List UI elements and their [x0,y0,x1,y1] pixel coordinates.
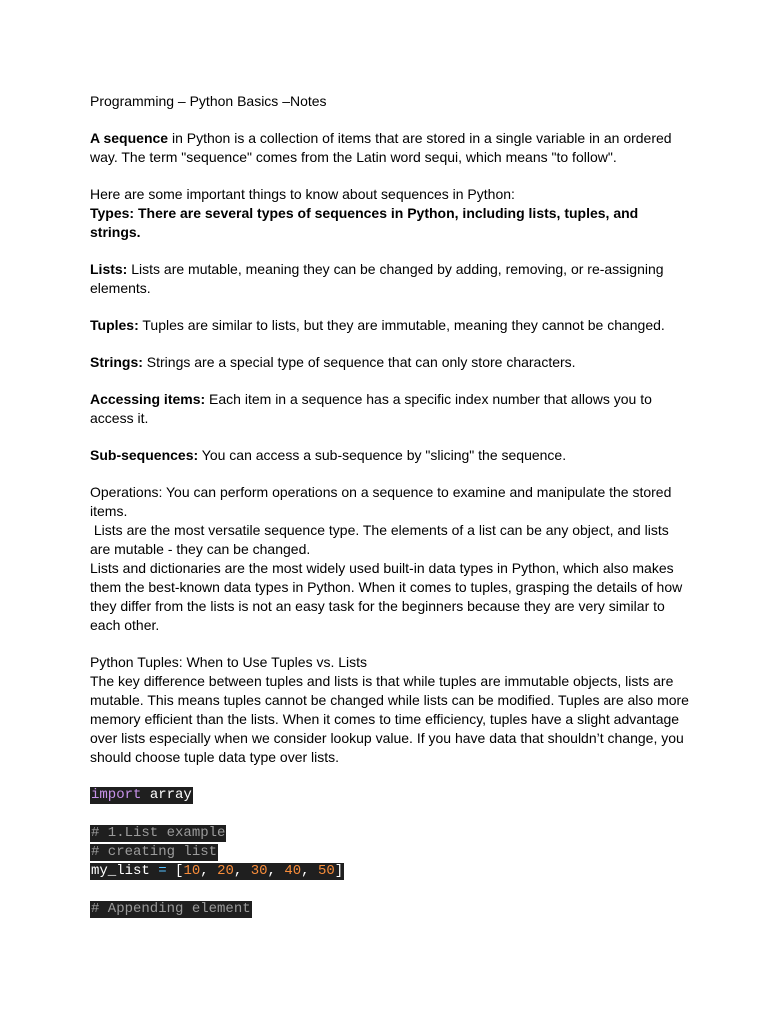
code-keyword: import [91,787,142,803]
accessing-paragraph [90,390,690,428]
document-body [90,92,690,918]
lists-term: Lists: [90,261,128,277]
code-block [90,785,690,918]
code-bracket-close: ] [334,863,344,879]
tuples-vs-lists-heading: Python Tuples: When to Use Tuples vs. Lists [90,654,368,670]
document-title: Programming – Python Basics –Notes [90,93,327,109]
code-separator: , [200,863,218,879]
intro-text: in Python is a collection of items that are stored in a single variable in an ordered way. The term "sequence" comes from the Latin word sequi, which means "to follow". [90,130,672,165]
operations-paragraph: Operations: You can perform operations on a sequence to examine and manipulate the stored items. [90,484,672,519]
types-text: Types: There are several types of sequences in Python, including lists, tuples, and strings. [90,205,639,240]
code-variable: my_list [91,863,159,879]
code-import-module: array [141,787,192,803]
key-difference-paragraph: The key difference between tuples and lists is that while tuples are immutable objects, lists are mutable. This means tuples cannot be changed while lists can be modified. Tuples are also more memory efficient than the lists. When it comes to time efficiency, tuples have a slight advantage over lists especially when we consider lookup value. If you have data that shouldn’t change, you should choose tuple data type over lists. [90,673,689,765]
subsequences-term: Sub-sequences: [90,447,199,463]
code-separator: , [233,863,251,879]
accessing-text: Each item in a sequence has a specific index number that allows you to access it. [90,391,652,426]
tuples-text: Tuples are similar to lists, but they are immutable, meaning they cannot be changed. [138,317,665,333]
code-number: 10 [183,863,201,879]
types-paragraph [90,204,690,242]
code-import-line [90,787,193,804]
tuples-term: Tuples: [90,317,139,333]
subsequences-text: You can access a sub-sequence by "slicing" the sequence. [198,447,567,463]
code-equals: = [158,863,167,879]
code-number: 50 [317,863,335,879]
code-comment-creating-list: # creating list [91,844,218,860]
strings-text: Strings are a special type of sequence that can only store characters. [142,354,576,370]
strings-paragraph [90,353,690,372]
code-list-assignment [90,863,344,880]
code-number: 40 [284,863,302,879]
strings-term: Strings: [90,354,143,370]
versatile-paragraph: Lists are the most versatile sequence type. The elements of a list can be any object, and lists are mutable - they can be changed. [90,522,673,557]
lists-text: Lists are mutable, meaning they can be changed by adding, removing, or re-assigning elements. [90,261,664,296]
code-comment-appending: # Appending element [91,901,251,917]
subsequences-paragraph [90,446,690,465]
code-comment-list-example: # 1.List example [91,825,226,841]
dictionaries-paragraph: Lists and dictionaries are the most widely used built-in data types in Python, which also makes them the best-known data types in Python. When it comes to tuples, grasping the details of how they differ from the lists is not an easy task for the beginners because they are very similar to each other. [90,560,683,633]
intro-paragraph [90,129,690,167]
code-number: 20 [217,863,234,879]
code-bracket-open: [ [166,863,184,879]
code-separator: , [267,863,285,879]
lists-paragraph [90,260,690,298]
things-intro: Here are some important things to know about sequences in Python: [90,186,515,202]
code-number: 30 [250,863,268,879]
tuples-paragraph [90,316,690,335]
code-separator: , [301,863,318,879]
accessing-term: Accessing items: [90,391,206,407]
intro-term: A sequence [90,130,169,146]
